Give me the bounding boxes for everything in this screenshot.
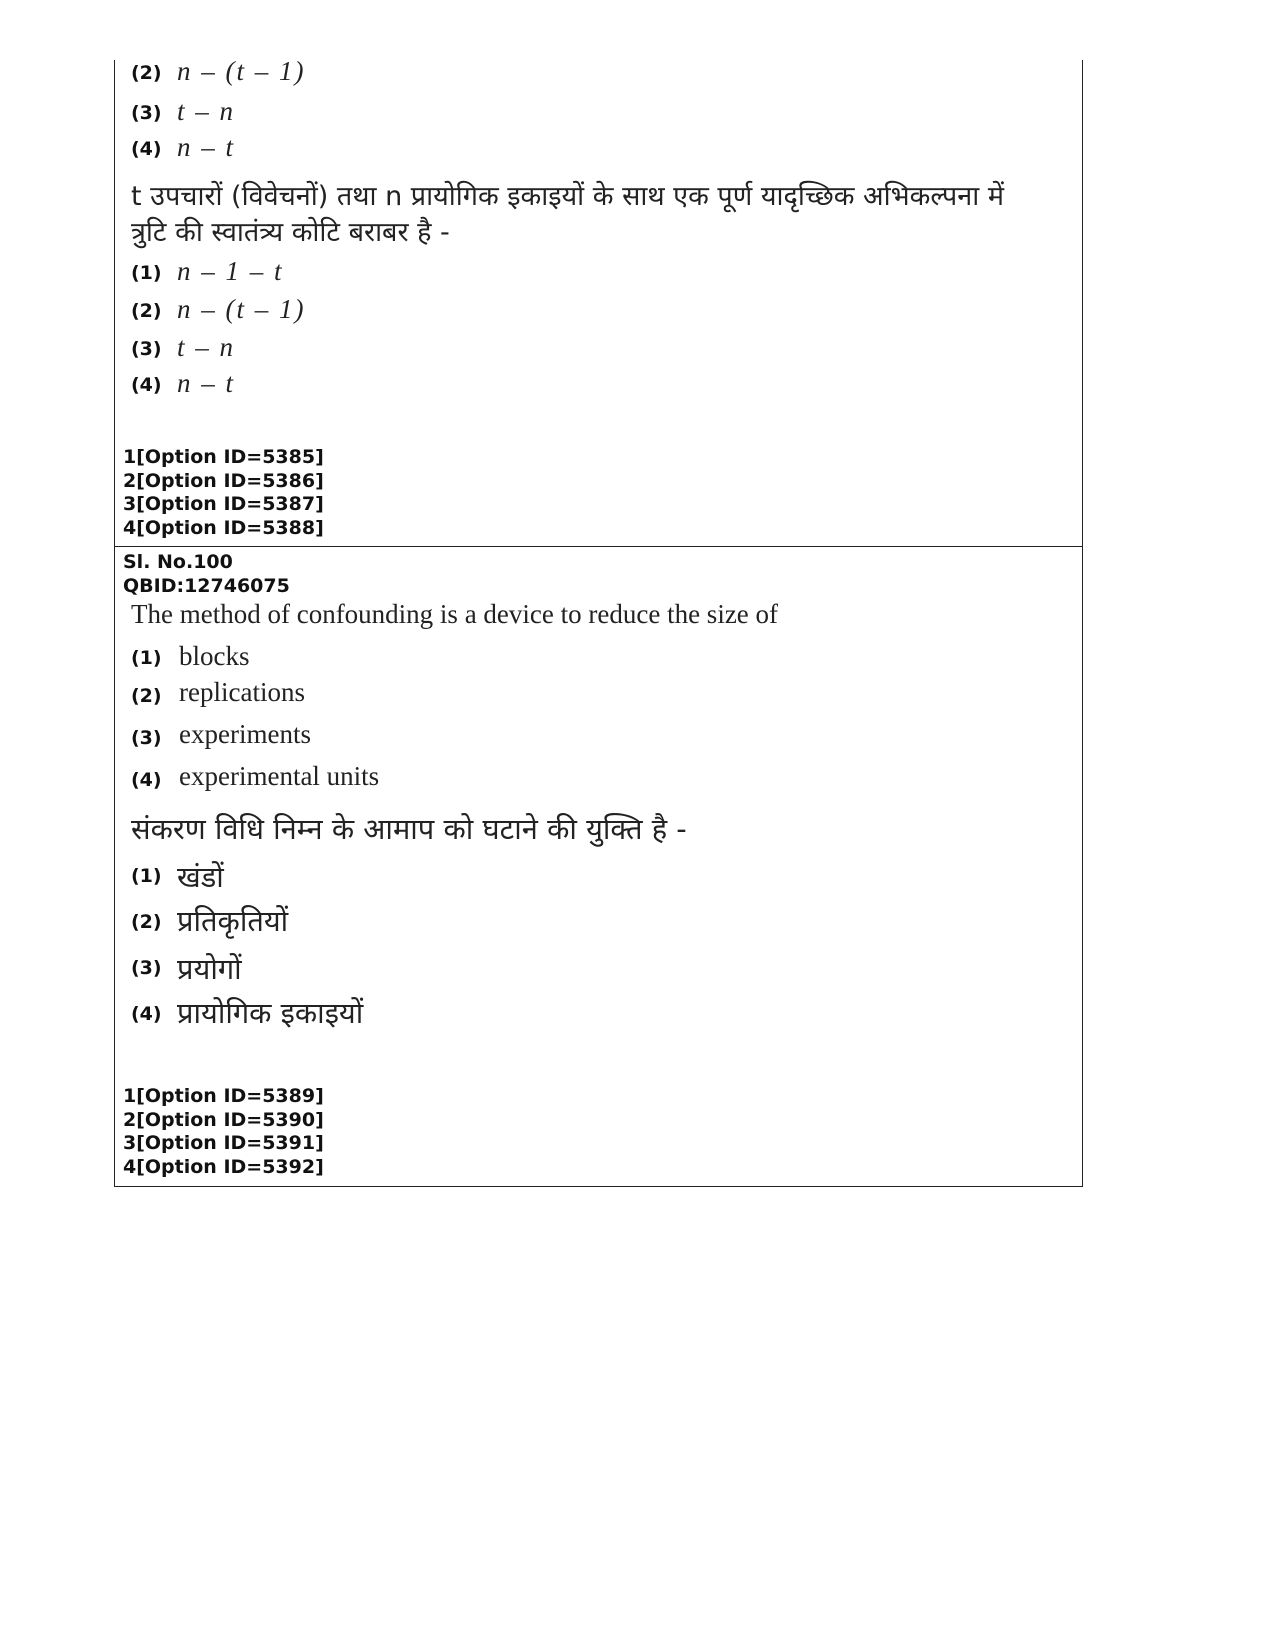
option-number: (2) bbox=[131, 685, 162, 707]
hindi-question-line: t उपचारों (विवेचनों) तथा n प्रायोगिक इकाइयों के साथ एक पूर्ण यादृच्छिक अभिकल्पना में bbox=[131, 181, 1004, 212]
option-text: experiments bbox=[179, 719, 311, 749]
option-math-text: t – n bbox=[177, 332, 236, 362]
option-text: blocks bbox=[179, 641, 250, 671]
option-id: 4[Option ID=5388] bbox=[123, 516, 324, 539]
option-number: (4) bbox=[131, 138, 162, 160]
qbid: QBID:12746075 bbox=[123, 574, 290, 597]
option-math-text: t – n bbox=[177, 96, 236, 126]
option-id: 4[Option ID=5392] bbox=[123, 1155, 324, 1178]
option-text: प्रायोगिक इकाइयों bbox=[177, 996, 364, 1030]
option-math-text: n – t bbox=[177, 132, 236, 162]
option-number: (2) bbox=[131, 300, 162, 322]
english-question-text: The method of confounding is a device to reduce the size of bbox=[131, 599, 779, 629]
option-id-list bbox=[123, 1085, 324, 1179]
question-block-100 bbox=[114, 547, 1083, 1187]
hindi-question-line: त्रुटि की स्वातंत्र्य कोटि बराबर है - bbox=[131, 217, 450, 248]
option-id: 2[Option ID=5390] bbox=[123, 1108, 324, 1131]
option-number: (4) bbox=[131, 769, 162, 791]
option-math-text: n – (t – 1) bbox=[177, 294, 306, 324]
option-text: खंडों bbox=[177, 860, 224, 894]
option-id: 3[Option ID=5387] bbox=[123, 493, 324, 515]
option-number: (3) bbox=[131, 957, 162, 979]
option-text: replications bbox=[179, 677, 305, 707]
option-id-list bbox=[123, 446, 324, 540]
option-number: (3) bbox=[131, 727, 162, 749]
option-math-text: n – t bbox=[177, 368, 236, 398]
option-number: (1) bbox=[131, 262, 162, 284]
option-text: experimental units bbox=[179, 761, 380, 791]
hindi-question-text: संकरण विधि निम्न के आमाप को घटाने की युक्ति है - bbox=[131, 812, 687, 846]
option-number: (1) bbox=[131, 647, 162, 669]
option-text: प्रतिकृतियों bbox=[177, 904, 289, 938]
question-sheet bbox=[114, 56, 1083, 1187]
option-text: प्रयोगों bbox=[177, 952, 242, 986]
question-block-99 bbox=[114, 56, 1083, 547]
option-number: (2) bbox=[131, 62, 162, 84]
option-number: (2) bbox=[131, 911, 162, 933]
option-number: (1) bbox=[131, 865, 162, 887]
option-id: 1[Option ID=5389] bbox=[123, 1085, 324, 1107]
option-id: 3[Option ID=5391] bbox=[123, 1132, 324, 1154]
serial-number: Sl. No.100 bbox=[123, 551, 233, 573]
option-id: 1[Option ID=5385] bbox=[123, 446, 324, 468]
option-number: (4) bbox=[131, 374, 162, 396]
option-number: (4) bbox=[131, 1003, 162, 1025]
option-id: 2[Option ID=5386] bbox=[123, 469, 324, 492]
option-number: (3) bbox=[131, 102, 162, 124]
question-meta bbox=[123, 551, 290, 598]
option-math-text: n – 1 – t bbox=[177, 256, 284, 286]
option-number: (3) bbox=[131, 338, 162, 360]
option-math-text: n – (t – 1) bbox=[177, 56, 306, 86]
